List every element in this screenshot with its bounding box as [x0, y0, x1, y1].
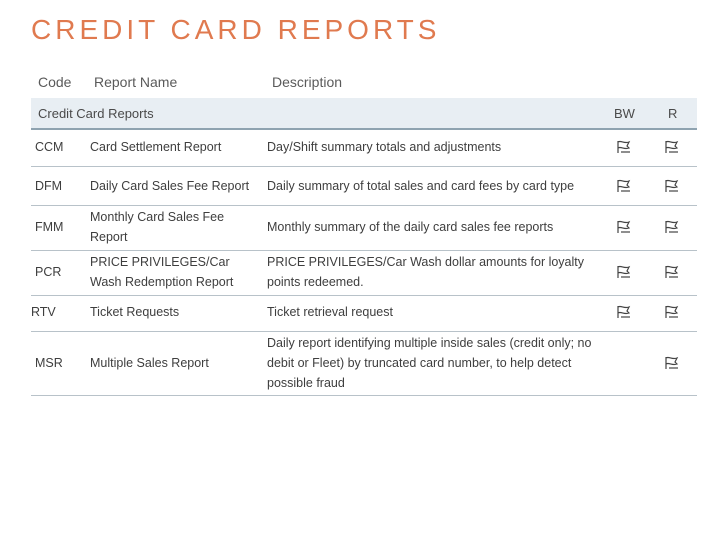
- report-name: PRICE PRIVILEGES/Car Wash Redemption Report: [90, 255, 234, 289]
- report-code: MSR: [35, 356, 63, 370]
- table-row: [31, 167, 697, 206]
- table-row: [31, 332, 697, 396]
- column-header-report-name: Report Name: [94, 74, 178, 90]
- report-code: FMM: [35, 220, 64, 234]
- flag-icon: [616, 265, 632, 279]
- report-name: Multiple Sales Report: [90, 356, 209, 370]
- flag-icon: [664, 305, 680, 319]
- flag-icon: [616, 220, 632, 234]
- report-description: Daily report identifying multiple inside sales (credit only; no debit or Fleet) by truncated card number, to help detect possible fraud: [267, 336, 592, 390]
- report-code: CCM: [35, 140, 64, 154]
- report-description: PRICE PRIVILEGES/Car Wash dollar amounts for loyalty points redeemed.: [267, 255, 585, 289]
- section-header: [31, 98, 697, 130]
- report-name: Ticket Requests: [90, 305, 180, 319]
- report-description: Ticket retrieval request: [267, 305, 393, 319]
- flag-icon: [664, 220, 680, 234]
- report-code: DFM: [35, 179, 63, 193]
- page-title: CREDIT CARD REPORTS: [31, 14, 441, 45]
- flag-icon: [616, 179, 632, 193]
- table-row: [31, 206, 697, 251]
- column-header-r: R: [668, 106, 678, 121]
- report-code: PCR: [35, 265, 62, 279]
- column-header-description: Description: [272, 74, 343, 90]
- flag-icon: [616, 140, 632, 154]
- flag-icon: [616, 305, 632, 319]
- column-header-code: Code: [38, 74, 72, 90]
- report-description: Day/Shift summary totals and adjustments: [267, 140, 502, 154]
- section-label: Credit Card Reports: [38, 106, 154, 121]
- flag-icon: [664, 356, 680, 370]
- column-header-bw: BW: [614, 106, 635, 121]
- table-row: [31, 129, 697, 167]
- table-row: [31, 251, 697, 296]
- report-code: RTV: [31, 305, 56, 319]
- flag-icon: [664, 179, 680, 193]
- table-row: [31, 296, 697, 332]
- report-name: Card Settlement Report: [90, 140, 222, 154]
- flag-icon: [664, 140, 680, 154]
- report-description: Daily summary of total sales and card fees by card type: [267, 179, 575, 193]
- flag-icon: [664, 265, 680, 279]
- report-name: Daily Card Sales Fee Report: [90, 179, 250, 193]
- report-description: Monthly summary of the daily card sales fee reports: [267, 220, 554, 234]
- report-name: Monthly Card Sales Fee Report: [90, 210, 225, 244]
